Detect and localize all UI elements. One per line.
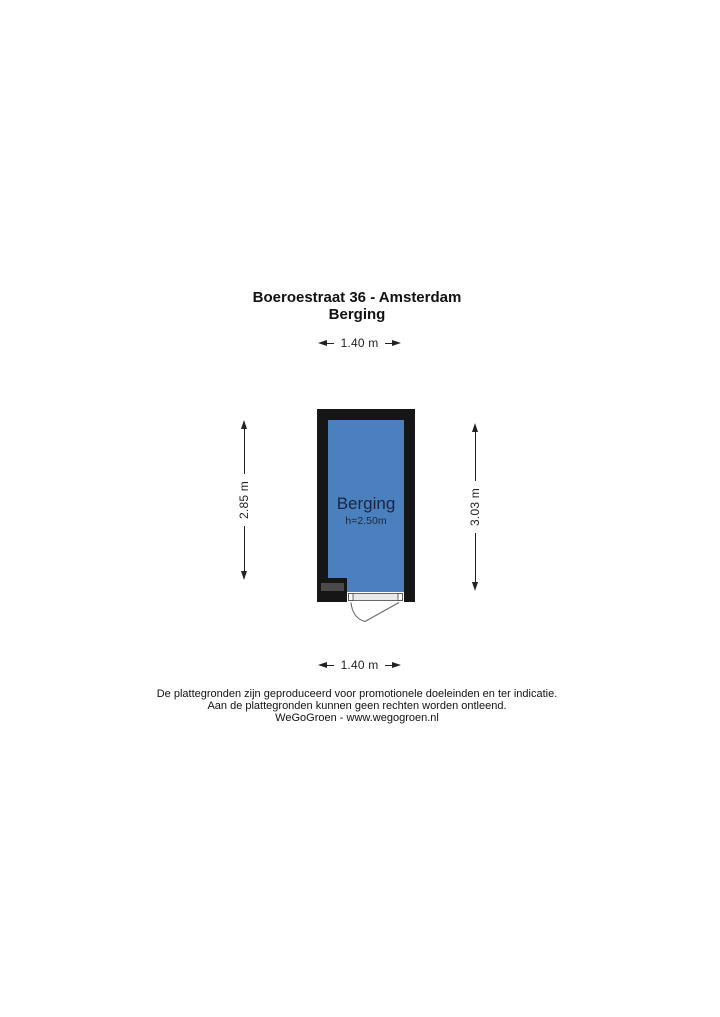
dimension-line	[475, 432, 476, 481]
arrow-up-icon	[472, 423, 478, 432]
floorplan-drawing	[310, 405, 422, 630]
dimension-top-label: 1.40 m	[340, 336, 379, 350]
arrow-down-icon	[241, 571, 247, 580]
door-jamb-right	[398, 594, 403, 601]
title-block	[0, 289, 714, 323]
arrow-right-icon	[392, 662, 401, 668]
arrow-right-icon	[392, 340, 401, 346]
dimension-right-label: 3.03 m	[468, 488, 482, 526]
dimension-right	[468, 423, 482, 591]
door-sill	[349, 594, 403, 601]
arrow-left-icon	[318, 662, 327, 668]
room-name-label: Berging	[336, 494, 396, 513]
door-swing-arc	[351, 603, 399, 622]
page-title: Boeroestraat 36 - Amsterdam	[252, 289, 462, 306]
threshold	[321, 583, 344, 591]
dimension-top	[318, 336, 401, 350]
arrow-left-icon	[318, 340, 327, 346]
dimension-bottom-label: 1.40 m	[340, 658, 379, 672]
door-jamb-left	[349, 594, 354, 601]
disclaimer-line-3: WeGoGroen - www.wegogroen.nl	[275, 712, 439, 724]
dimension-left-label: 2.85 m	[237, 481, 251, 519]
dimension-line	[244, 526, 245, 571]
dimension-left	[237, 420, 251, 580]
arrow-up-icon	[241, 420, 247, 429]
disclaimer-line-2: Aan de plattegronden kunnen geen rechten worden ontleend.	[207, 700, 507, 712]
dimension-bottom	[318, 658, 401, 672]
page-subtitle: Berging	[328, 306, 386, 323]
dimension-line	[244, 429, 245, 474]
arrow-down-icon	[472, 582, 478, 591]
footer-disclaimer	[0, 688, 714, 724]
disclaimer-line-1: De plattegronden zijn geproduceerd voor promotionele doeleinden en ter indicatie.	[156, 688, 558, 700]
dimension-line	[475, 533, 476, 582]
room-height-label: h=2.50m	[345, 515, 387, 527]
